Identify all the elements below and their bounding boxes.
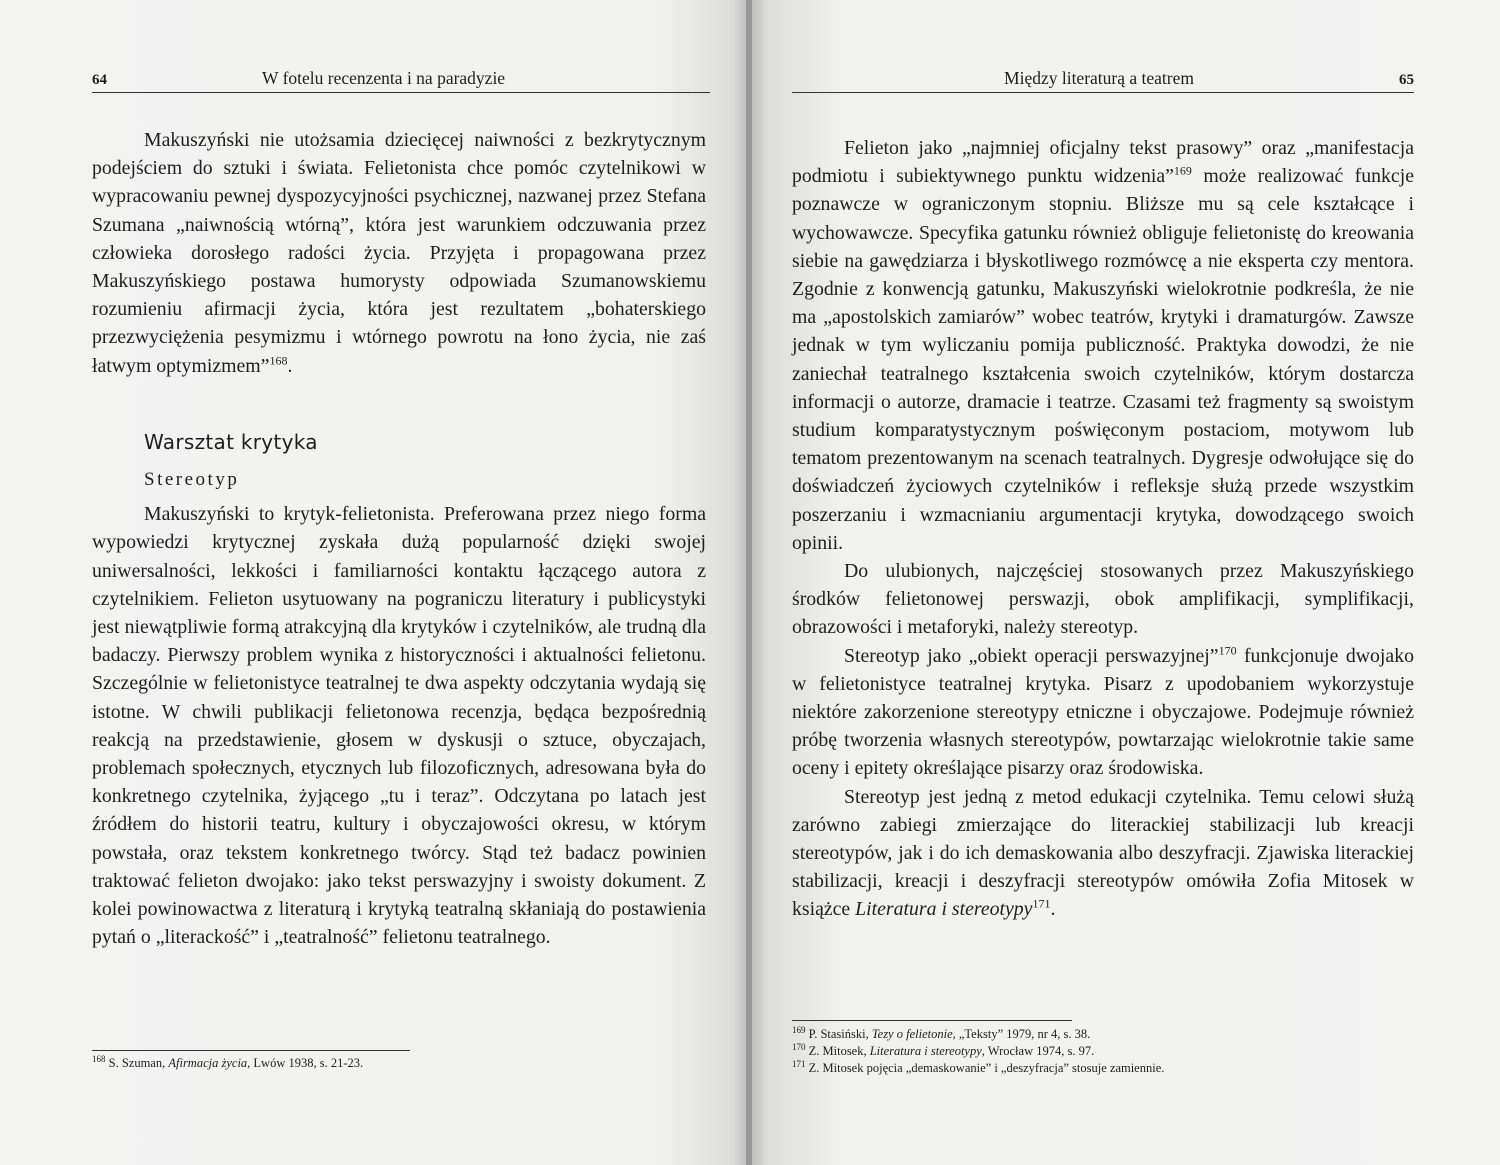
section-title: Warsztat krytyka (144, 429, 318, 454)
footnotes (792, 1026, 1414, 1077)
footnote-168: $^{168}$ S. Szuman, Afirmacja życia, Lwów 1938, s. 21-23. (92, 1053, 364, 1070)
subsection-title: Stereotyp (144, 469, 240, 491)
book-title: Literatura i stereotypy (855, 898, 1033, 921)
footnote-ref: 170 (1218, 643, 1237, 658)
page-number: 64 (92, 72, 107, 88)
right-page-body (792, 134, 1414, 924)
right-page (752, 0, 1500, 1165)
left-page (0, 0, 748, 1165)
paragraph: Stereotyp jako „obiekt operacji perswazyjnej”$^{170}$ funkcjonuje dwojako w felietonistyce teatralnej krytyka. Pisarz z upodobaniem wykorzystuje niektóre zakorzenione stereotypy etniczne i obyczajowe. Podejmuje również próbę tworzenia własnych stereotypów, powtarzając wielokrotnie takie same oceny i epitety określające pisarzy oraz środowiska. (792, 643, 1414, 780)
footnote-ref: 169 (1173, 163, 1192, 178)
paragraph: Makuszyński to krytyk-felietonista. Preferowana przez niego forma wypowiedzi krytycznej zyskała dużą popularność dzięki swojej uniwersalności, lekkości i familiarności kontaktu łączącego autora z czytelnikiem. Felieton usytuowany na pograniczu literatury i publicystyki jest niewątpliwie formą atrakcyjną dla krytyków i czytelników, ale trudną dla badaczy. Pierwszy problem wynika z historyczności i aktualności felietonu. Szczególnie w felietonistyce teatralnej te dwa aspekty odczytania wydają się istotne. W chwili publikacji felietonowa recenzja, będąca bezpośrednią reakcją na przedstawienie, głosem w dyskusji o sztuce, obyczajach, problemach społecznych, etycznych lub filozoficznych, adresowana była do konkretnego czytelnika, żyjącego „tu i teraz”. Odczytana po latach jest źródłem do historii teatru, kultury i obyczajowości okresu, w którym powstała, oraz tekstem konkretnego twórcy. Stąd też badacz powinien traktować felieton dwojako: jako tekst perswazyjny i swoisty dokument. Z kolei powinowactwa z literaturą i krytyką teatralną skłaniają do postawienia pytań o „literackość” i „teatralność” felietonu teatralnego. (92, 503, 706, 949)
paragraph: Stereotyp jest jedną z metod edukacji czytelnika. Temu celowi służą zarówno zabiegi zmierzające do literackiej stabilizacji lub kreacji stereotypów, jak i do ich demaskowania albo deszyfracji. Zjawiska literackiej stabilizacji, kreacji i deszyfracji stereotypów omówiła Zofia Mitosek w książce Literatura i stereotypy$^{171}$. (792, 785, 1414, 921)
running-head: Między literaturą a teatrem (1004, 68, 1194, 88)
page-number: 65 (1399, 72, 1414, 88)
paragraph: Makuszyński nie utożsamia dziecięcej naiwności z bezkrytycznym podejściem do sztuki i świata. Felietonista chce pomóc czytelnikowi w wypracowaniu pewnej dyspozycyjności psychicznej, nazwanej przez Stefana Szumana „naiwnością wtórną”, która jest warunkiem odczuwania przez człowieka dorosłego radości życia. Przyjęta i propagowana przez Makuszyńskiego postawa humorysty odpowiada Szumanowskiemu rozumieniu afirmacji życia, która jest rezultatem „bohaterskiego przezwyciężenia pesymizmu i wtórnego powrotu na łono życia, nie zaś łatwym optymizmem”$^{168}$. (92, 129, 706, 377)
footnote-ref: 171 (1032, 896, 1051, 911)
paragraph: Felieton jako „najmniej oficjalny tekst prasowy” oraz „manifestacja podmiotu i subiektywnego punktu widzenia”$^{169}$ może realizować funkcje poznawcze w ograniczonym stopniu. Bliższe mu są cele kształcące i wychowawcze. Specyfika gatunku również obliguje felietonistę do kreowania siebie na gawędziarza i błyskotliwego rozmówcę a nie eksperta czy mentora. Zgodnie z konwencją gatunku, Makuszyński wielokrotnie podkreśla, że nie ma „apostolskich zamiarów” wobec teatrów, krytyki i dramaturgów. Zawsze jednak w tym wyliczaniu pomija publiczność. Praktyka dowodzi, że nie zaniechał teatralnego kształcenia swoich czytelników, którym dostarcza informacji o autorze, dramacie i teatrze. Czasami też fragmenty są swoistym studium komparatystycznym poświęconym postaciom, motywom lub tematom prezentowanym na scenach teatralnych. Dygresje odwołujące się do doświadczeń życiowych czytelników i refleksje służą przede wszystkim poszerzaniu i wzmacnianiu argumentacji krytyka, dowodzącego swoich opinii. (792, 137, 1414, 554)
footnote-rule (92, 1050, 410, 1051)
running-head: W fotelu recenzenta i na paradyzie (262, 68, 506, 88)
left-page-header (92, 68, 710, 93)
footnote-170: $^{170}$ Z. Mitosek, Literatura i stereotypy, Wrocław 1974, s. 97. (792, 1041, 1095, 1058)
footnotes (92, 1055, 706, 1072)
footnote-ref: 168 (269, 353, 288, 368)
left-page-body (92, 126, 706, 951)
footnote-169: $^{169}$ P. Stasiński, Tezy o felietonie, „Teksty” 1979, nr 4, s. 38. (792, 1024, 1091, 1041)
right-page-header (792, 68, 1414, 93)
footnote-171: $^{171}$ Z. Mitosek pojęcia „demaskowanie” i „deszyfracja” stosuje zamiennie. (792, 1058, 1165, 1075)
paragraph: Do ulubionych, najczęściej stosowanych przez Makuszyńskiego środków felietonowej perswazji, obok amplifikacji, symplifikacji, obrazowości i metaforyki, należy stereotyp. (792, 560, 1414, 639)
footnote-rule (792, 1020, 1072, 1021)
